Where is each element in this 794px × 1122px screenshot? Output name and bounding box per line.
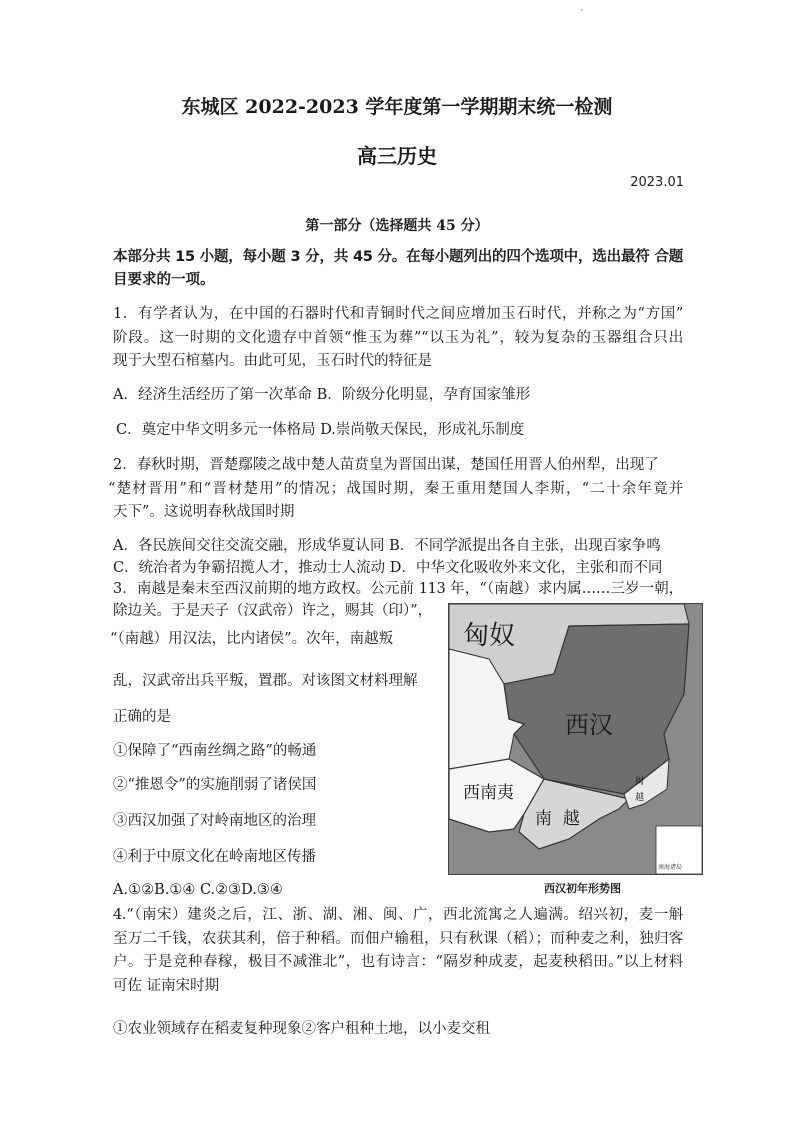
label-minyue: 闽 bbox=[635, 777, 645, 787]
section-heading: 第一部分（选择题共 45 分） bbox=[305, 218, 489, 234]
q3-item: ②“推恩令”的实施削弱了诸侯国 bbox=[113, 777, 317, 793]
xihan-map bbox=[448, 603, 703, 875]
q3-stem-line: 除边关。于是天子（汉武帝）许之，赐其（印）”， bbox=[113, 603, 433, 619]
label-xihan: 西汉 bbox=[565, 711, 613, 739]
label-minyue: 越 bbox=[635, 793, 645, 803]
page-mark: · bbox=[580, 6, 583, 15]
q3-stem-line: “（南越）用汉法，比内诸侯”。次年，南越叛 bbox=[110, 631, 394, 647]
subject-title: 高三历史 bbox=[357, 144, 437, 168]
label-inset: 南海诸岛 bbox=[658, 864, 683, 871]
q1-options-ab: A．经济生活经历了第一次革命 B．阶级分化明显，孕育国家雏形 bbox=[113, 387, 531, 403]
q3-item: ③西汉加强了对岭南地区的治理 bbox=[113, 813, 316, 829]
q2-stem-line: 2．春秋时期，晋楚鄢陵之战中楚人苗贲皇为晋国出谋，楚国任用晋人伯州犁，出现了 bbox=[113, 457, 659, 473]
q3-item: ①保障了“西南丝绸之路”的畅通 bbox=[113, 743, 317, 759]
section-intro-line: 目要求的一项。 bbox=[113, 272, 215, 288]
exam-title: 东城区 2022-2023 学年度第一学期期末统一检测 bbox=[181, 96, 613, 118]
q3-stem-line: 3．南越是秦末至西汉前期的地方政权。公元前 113 年，“（南越）求内属……三岁一朝， bbox=[113, 581, 683, 597]
q1-options-cd: C．奠定中华文明多元一体格局 D.崇尚敬天保民，形成礼乐制度 bbox=[116, 422, 525, 438]
q4-stem-line: 可佐 证南宋时期 bbox=[113, 978, 220, 994]
q2-stem-line: 天下”。这说明春秋战国时期 bbox=[113, 504, 295, 520]
exam-date: 2023.01 bbox=[630, 175, 684, 190]
q4-stem-line: 4.“（南宋）建炎之后，江、浙、湖、湘、闽、广，西北流寓之人遍满。绍兴初，麦一斛 bbox=[113, 907, 683, 923]
q4-items: ①农业领域存在稻麦复种现象②客户租种土地，以小麦交租 bbox=[113, 1021, 490, 1037]
label-xinanyi: 西南夷 bbox=[463, 783, 514, 803]
q3-options: A.①②B.①④ C.②③D.③④ bbox=[113, 882, 283, 898]
map-caption: 西汉初年形势图 bbox=[544, 882, 621, 895]
label-xiongnu: 匈奴 bbox=[463, 621, 516, 651]
section-intro-line: 本部分共 15 小题，每小题 3 分，共 45 分。在每小题列出的四个选项中，选出最符 合题 bbox=[113, 249, 683, 265]
q4-stem-line: 至万二千钱，农获其利，倍于种稻。而佃户输租，只有秋课（稻）；而种麦之利，独归客 bbox=[113, 931, 683, 947]
q2-options-cd: C．统治者为争霸招揽人才，推动士人流动 D．中华文化吸收外来文化，主张和而不同 bbox=[113, 560, 663, 576]
q1-stem-line: 阶段。这一时期的文化遗存中首领“惟玉为葬”“以玉为礼”，较为复杂的玉器组合只出 bbox=[113, 330, 683, 346]
q1-stem-line: 现于大型石棺墓内。由此可见，玉石时代的特征是 bbox=[113, 353, 432, 369]
q2-stem-line: “楚材晋用”和“晋材楚用”的情况；战国时期，秦王重用楚国人李斯，“二十余年竟并 bbox=[108, 481, 683, 497]
q3-stem-line: 乱，汉武帝出兵平叛，置郡。对该图文材料理解 bbox=[113, 673, 418, 689]
q3-item: ④利于中原文化在岭南地区传播 bbox=[113, 849, 316, 865]
q1-stem-line: 1．有学者认为，在中国的石器时代和青铜时代之间应增加玉石时代，并称之为“方国” bbox=[113, 306, 683, 322]
label-nanyue: 南 越 bbox=[535, 809, 580, 829]
q2-options-ab: A．各民族间交往交流交融，形成华夏认同 B．不同学派提出各自主张，出现百家争鸣 bbox=[113, 538, 661, 554]
q4-stem-line: 户。于是竞种春稼，极目不减淮北”，也有诗言：“隔岁种成麦，起麦秧稻田。”以上材料 bbox=[113, 954, 683, 970]
q3-stem-line: 正确的是 bbox=[113, 709, 171, 725]
